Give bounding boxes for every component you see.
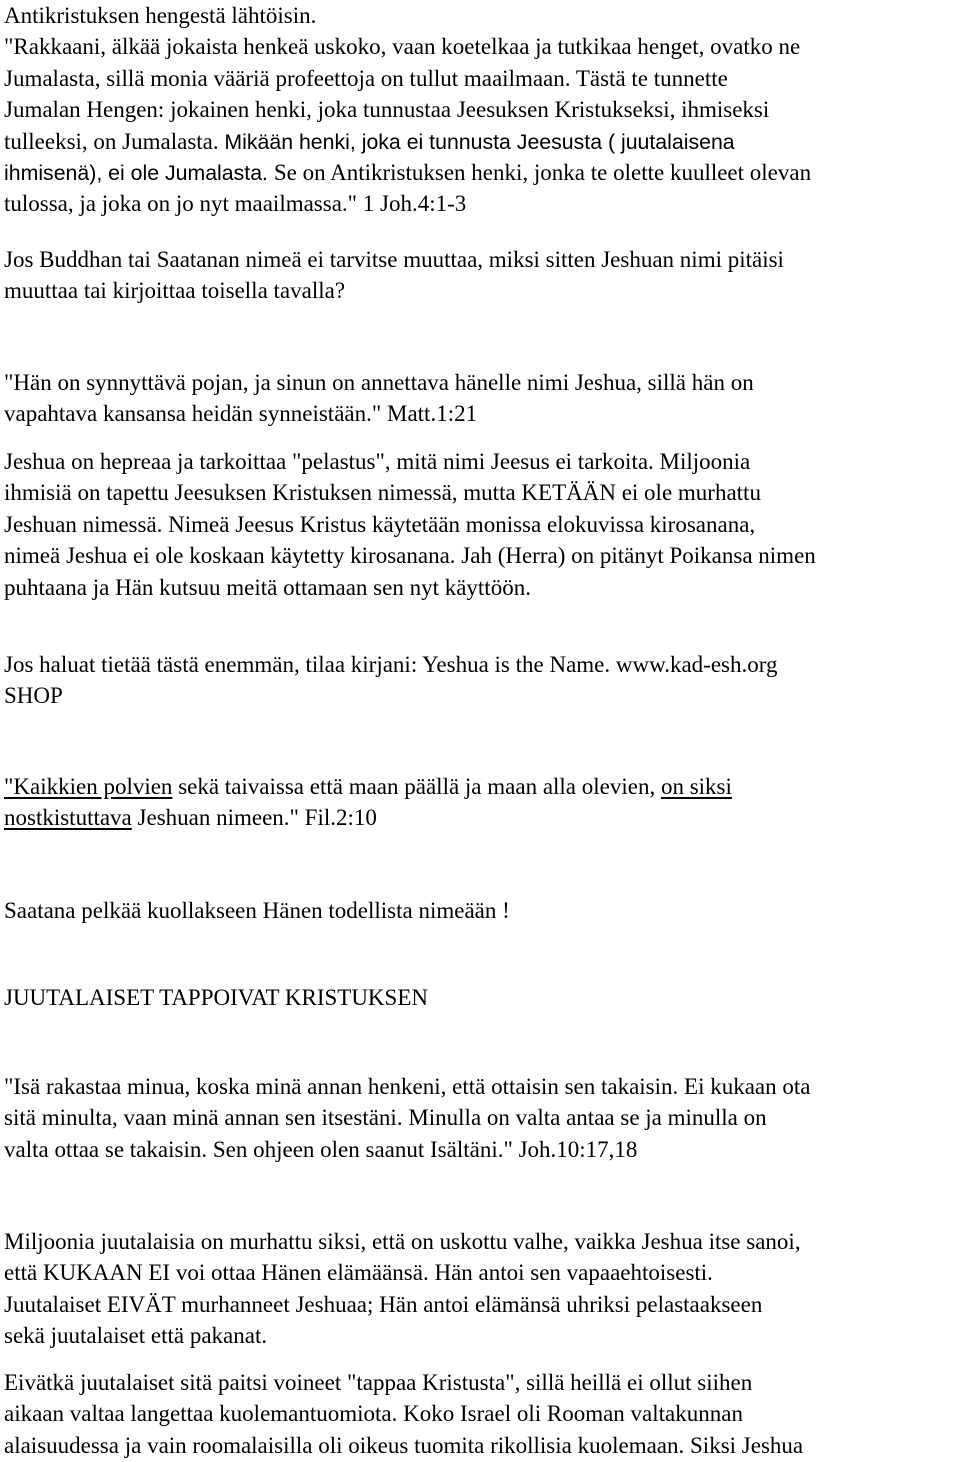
text-line	[4, 1257, 801, 1288]
underlined-text: "Kaikkien polvien	[4, 774, 173, 799]
paragraph	[4, 446, 816, 603]
text-line	[4, 680, 778, 711]
text-line	[4, 1102, 810, 1133]
text-run: Saatana pelkää kuollakseen Hänen todellista nimeään !	[4, 898, 510, 923]
text-line	[4, 572, 816, 603]
text-run: JUUTALAISET TAPPOIVAT KRISTUKSEN	[4, 985, 428, 1010]
text-line	[4, 63, 811, 94]
text-line	[4, 188, 811, 219]
text-run: Jos Buddhan tai Saatanan nimeä ei tarvitse muuttaa, miksi sitten Jeshuan nimi pitäisi	[4, 247, 784, 272]
text-line	[4, 895, 510, 926]
text-run: sekä juutalaiset että pakanat.	[4, 1323, 268, 1349]
text-run: Jos haluat tietää tästä enemmän, tilaa kirjani: Yeshua is the Name. www.kad-esh.org	[4, 652, 778, 677]
text-run: Mikään henki, joka ei tunnusta Jeesusta ( juutalaisena	[224, 129, 735, 154]
paragraph	[4, 244, 784, 307]
text-run: Jumalasta, sillä monia vääriä profeettoja on tullut maailmaan. Tästä te tunnette	[4, 65, 728, 91]
text-run: nimeä Jeshua ei ole koskaan käytetty kirosanana. Jah (Herra) on pitänyt Poikansa nimen	[4, 543, 816, 569]
text-line	[4, 1430, 803, 1461]
text-run: "Isä rakastaa minua, koska minä annan henkeni, että ottaisin sen takaisin. Ei kukaan ota	[4, 1074, 811, 1099]
text-line	[4, 477, 816, 508]
text-line	[4, 446, 816, 477]
text-run: Jumalan Hengen: jokainen henki, joka tunnustaa Jeesuksen Kristukseksi, ihmiseksi	[4, 97, 770, 123]
text-run: muuttaa tai kirjoittaa toisella tavalla?	[4, 278, 346, 304]
text-run: vapahtava kansansa heidän synneistään." Matt.1:21	[4, 401, 478, 427]
text-run: sekä taivaissa että maan päällä ja maan alla olevien,	[172, 774, 661, 799]
text-run: alaisuudessa ja vain roomalaisilla oli oikeus tuomita rikollisia kuolemaan. Siksi Jeshua	[4, 1432, 804, 1458]
text-run: tulleeksi, on Jumalasta.	[4, 128, 225, 154]
text-run: Se on Antikristuksen henki, jonka te olette kuulleet olevan	[273, 159, 812, 185]
text-line	[4, 244, 784, 275]
text-line	[4, 1134, 810, 1165]
text-run: Jeshua on hepreaa ja tarkoittaa "pelastus", mitä nimi Jeesus ei tarkoita. Miljoonia	[4, 449, 751, 474]
text-run: Jeshuan nimessä. Nimeä Jeesus Kristus käytetään monissa elokuvissa kirosanana,	[4, 511, 756, 537]
text-run: SHOP	[4, 683, 63, 709]
text-line	[4, 1367, 803, 1398]
text-line	[4, 31, 811, 62]
text-run: valta ottaa se takaisin. Sen ohjeen olen saanut Isältäni." Joh.10:17,18	[4, 1136, 638, 1162]
text-run: "Hän on synnyttävä pojan, ja sinun on annettava hänelle nimi Jeshua, sillä hän on	[4, 370, 754, 395]
underlined-text: nostkistuttava	[4, 805, 132, 831]
text-line	[4, 982, 428, 1013]
text-line	[4, 0, 811, 31]
text-line	[4, 275, 784, 306]
text-run: Jeshuan nimeen." Fil.2:10	[131, 805, 377, 831]
text-run: ihmisiä on tapettu Jeesuksen Kristuksen nimessä, mutta KETÄÄN ei ole murhattu	[4, 480, 761, 506]
text-run: tulossa, ja joka on jo nyt maailmassa." 1 Joh.4:1-3	[4, 191, 467, 217]
paragraph	[4, 771, 732, 834]
text-line	[4, 802, 732, 833]
paragraph	[4, 1226, 801, 1352]
text-run: Juutalaiset EIVÄT murhanneet Jeshuaa; Hän antoi elämänsä uhriksi pelastaakseen	[4, 1291, 763, 1317]
text-run: Antikristuksen hengestä lähtöisin.	[4, 3, 317, 28]
text-line	[4, 540, 816, 571]
text-run: aikaan valtaa langettaa kuolemantuomiota. Koko Israel oli Rooman valtakunnan	[4, 1401, 743, 1427]
underlined-text: on siksi	[660, 774, 732, 799]
text-line	[4, 771, 732, 802]
text-run: että KUKAAN EI voi ottaa Hänen elämäänsä. Hän antoi sen vapaaehtoisesti.	[4, 1260, 713, 1286]
text-run: Miljoonia juutalaisia on murhattu siksi, että on uskottu valhe, vaikka Jeshua itse sanoi,	[4, 1229, 801, 1254]
text-line	[4, 649, 778, 680]
paragraph	[4, 649, 778, 712]
paragraph	[4, 0, 811, 220]
text-run: Eivätkä juutalaiset sitä paitsi voineet "tappaa Kristusta", sillä heillä ei ollut siihen	[4, 1370, 753, 1395]
paragraph	[4, 895, 510, 926]
text-run: sitä minulta, vaan minä annan sen itsestäni. Minulla on valta antaa se ja minulla on	[4, 1105, 767, 1131]
section-heading	[4, 982, 428, 1013]
text-run: ihmisenä), ei ole Jumalasta.	[4, 160, 274, 185]
text-line	[4, 1226, 801, 1257]
text-line	[4, 157, 811, 188]
text-line	[4, 126, 811, 157]
text-line	[4, 509, 816, 540]
paragraph	[4, 1071, 810, 1165]
text-line	[4, 367, 754, 398]
paragraph	[4, 367, 754, 430]
text-line	[4, 1398, 803, 1429]
text-run: "Rakkaani, älkää jokaista henkeä uskoko, vaan koetelkaa ja tutkikaa henget, ovatko ne	[4, 34, 801, 60]
text-line	[4, 94, 811, 125]
text-run: puhtaana ja Hän kutsuu meitä ottamaan sen nyt käyttöön.	[4, 574, 531, 600]
text-line	[4, 398, 754, 429]
text-line	[4, 1320, 801, 1351]
text-line	[4, 1289, 801, 1320]
text-line	[4, 1071, 810, 1102]
paragraph	[4, 1367, 803, 1461]
